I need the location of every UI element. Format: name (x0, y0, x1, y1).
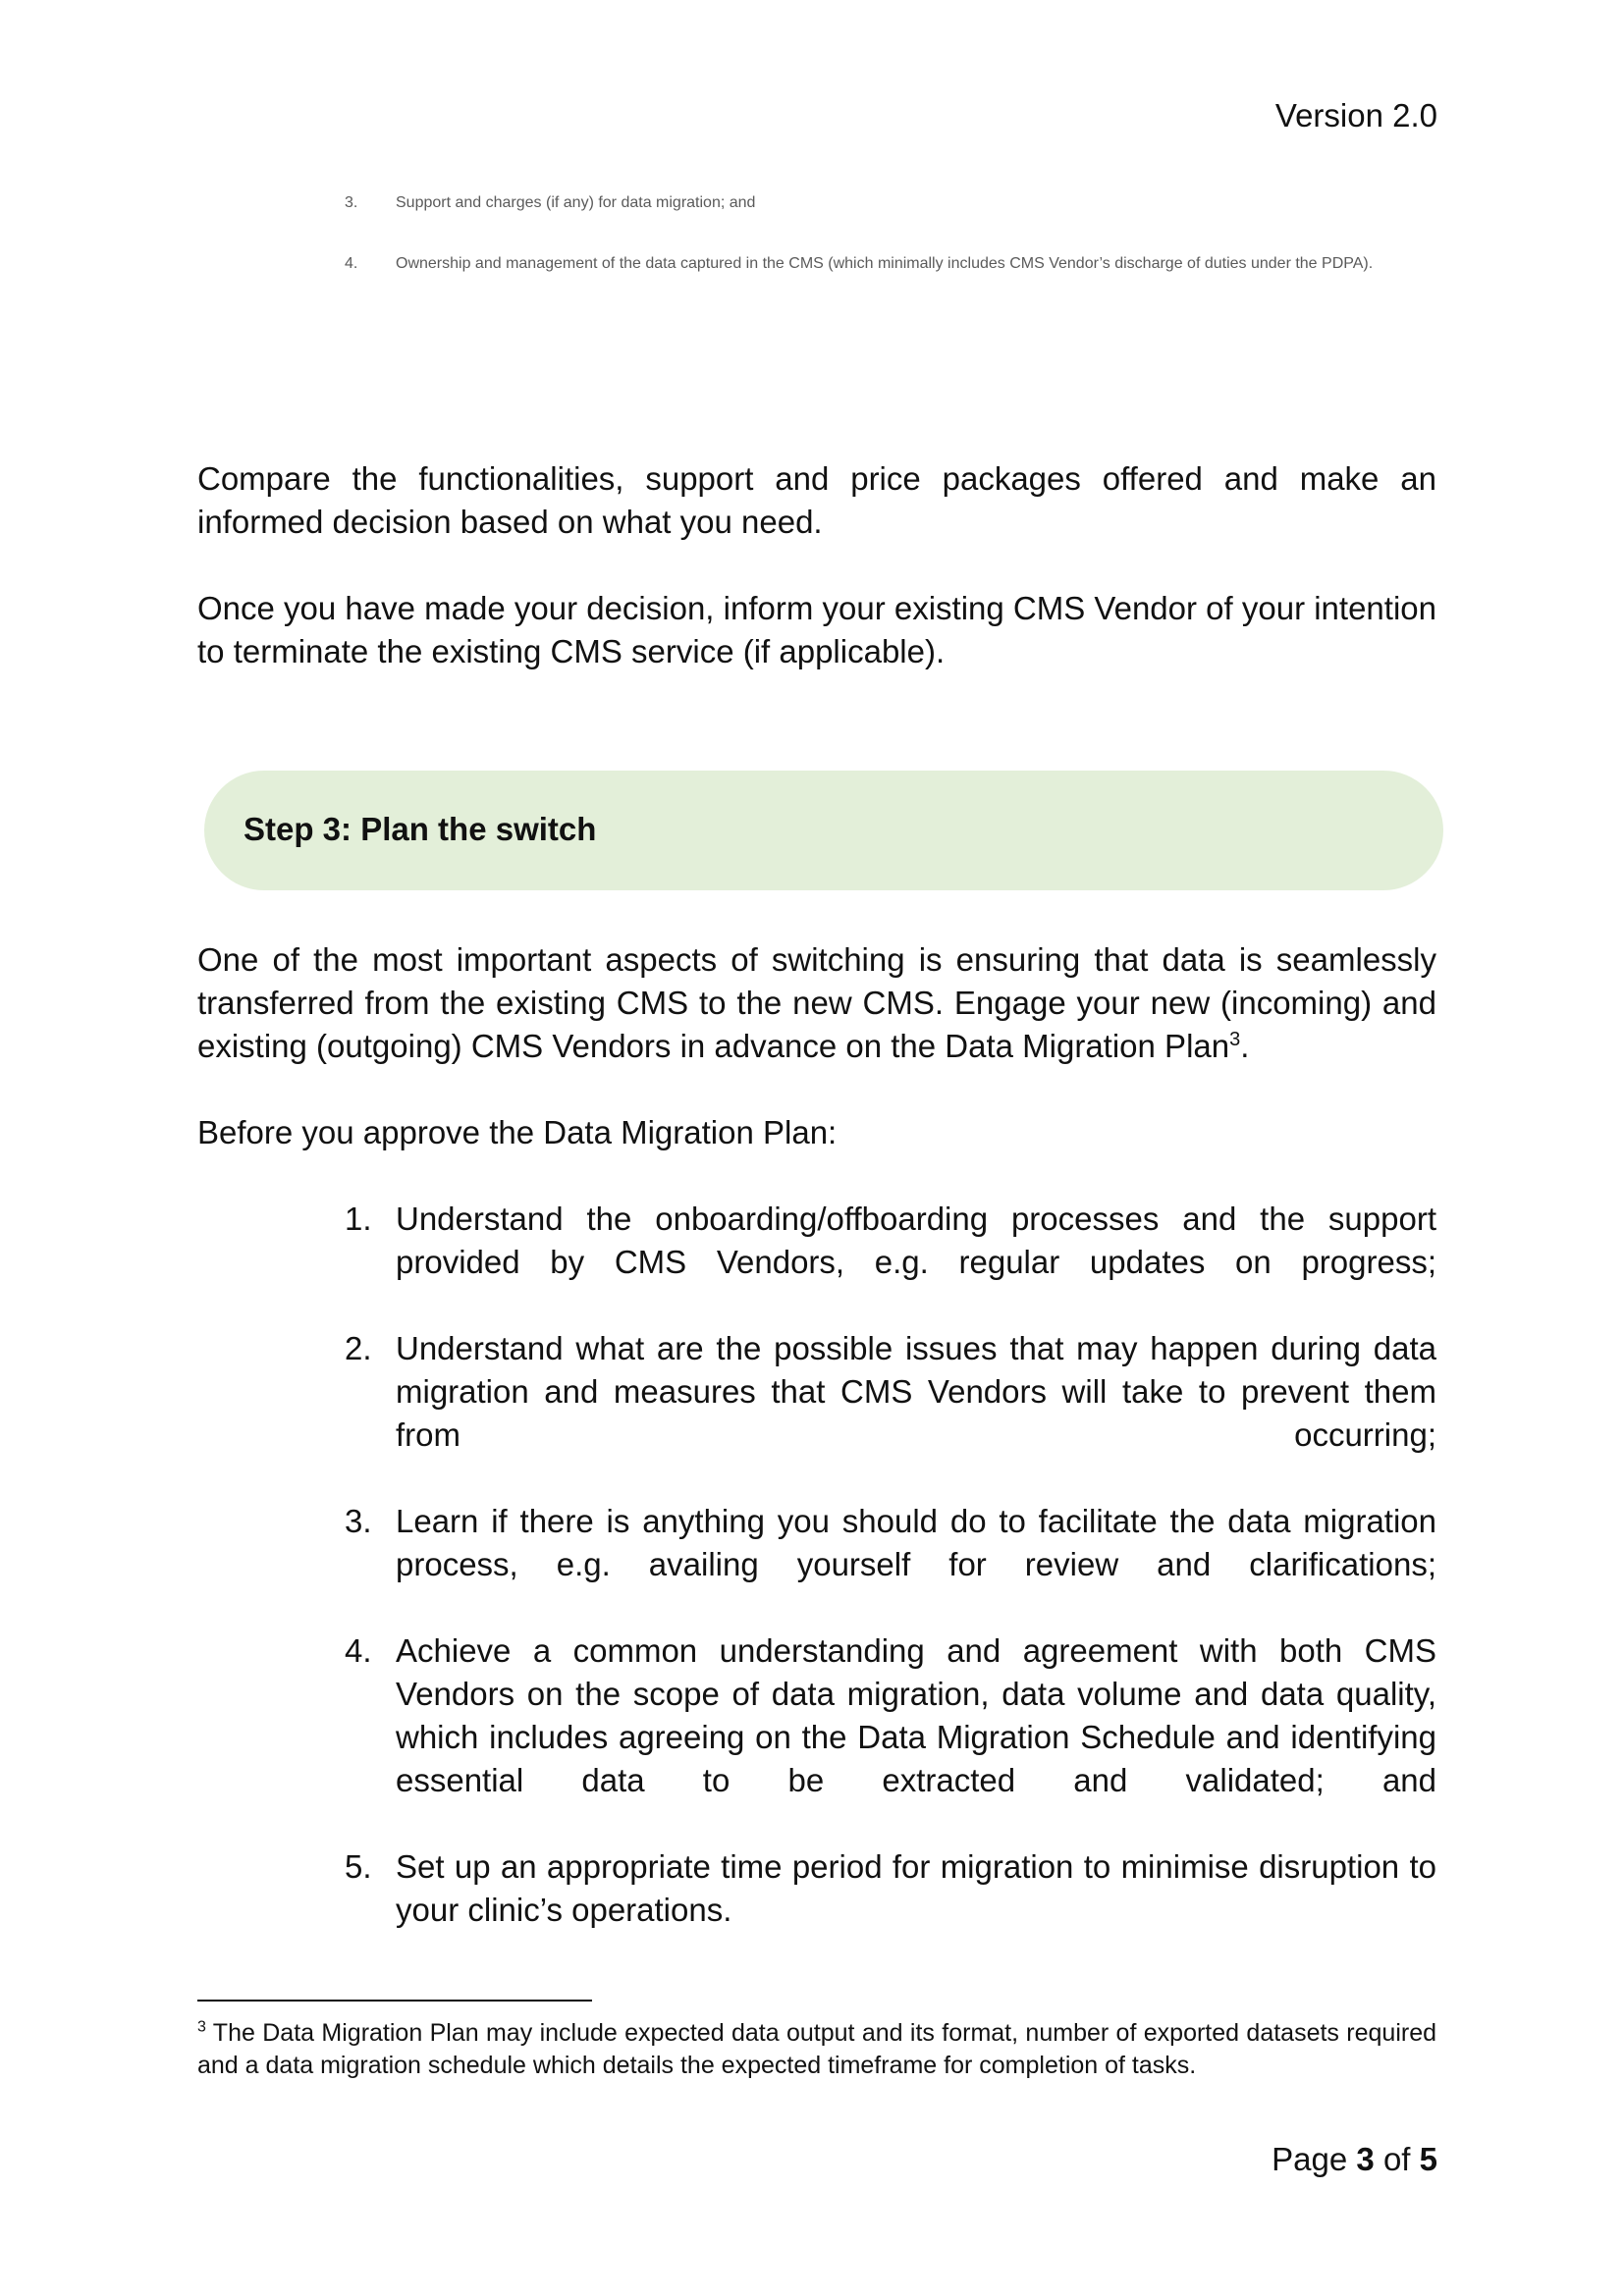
page-number-total: 5 (1419, 2141, 1437, 2177)
footnote-divider (197, 2000, 592, 2002)
page-number-mid: of (1374, 2141, 1420, 2177)
list-item-text: Learn if there is anything you should do to facilitate the data migration process, e.g. availing yourself for review and clarifications; (396, 1503, 1436, 1582)
list-item (197, 1629, 1436, 1802)
footnote-reference: 3 (1229, 1029, 1241, 1050)
footnote-mark: 3 (197, 2018, 206, 2036)
plan-numbered-list (197, 1198, 1436, 1975)
list-item-number: 4. (345, 255, 358, 272)
paragraph-one-of-end: . (1240, 1028, 1250, 1064)
list-item-text: Support and charges (if any) for data migration; and (396, 194, 756, 211)
list-item (197, 1500, 1436, 1586)
list-item (197, 255, 1436, 273)
step-heading-box (204, 771, 1443, 890)
list-item-number: 3. (345, 194, 358, 211)
footnote (197, 2017, 1436, 2082)
page-number-prefix: Page (1272, 2141, 1357, 2177)
paragraph-once: Once you have made your decision, inform your existing CMS Vendor of your intention to terminate the existing CMS service (if applicable). (197, 590, 1436, 669)
list-item-text: Set up an appropriate time period for migration to minimise disruption to your clinic’s operations. (396, 1848, 1436, 1928)
footnote-text: The Data Migration Plan may include expected data output and its format, number of exported datasets required and a data migration schedule which details the expected timeframe for completion of tasks. (197, 2019, 1436, 2079)
list-item (197, 1327, 1436, 1457)
list-item (197, 194, 1436, 212)
list-item-text: Ownership and management of the data captured in the CMS (which minimally includes CMS Vendor’s discharge of duties under the PDPA). (396, 255, 1374, 272)
list-item-text: Understand the onboarding/offboarding processes and the support provided by CMS Vendors, e.g. regular updates on progress; (396, 1201, 1436, 1280)
list-item-text: Understand what are the possible issues that may happen during data migration and measures that CMS Vendors will take to prevent them from occurring; (396, 1330, 1436, 1453)
list-item (197, 1845, 1436, 1932)
list-item-number: 4. (345, 1632, 372, 1669)
step-heading-title: Step 3: Plan the switch (244, 811, 597, 847)
paragraph-compare: Compare the functionalities, support and price packages offered and make an informed decision based on what you need. (197, 460, 1436, 540)
list-item-number: 1. (345, 1201, 372, 1237)
list-item-number: 2. (345, 1330, 372, 1366)
top-numbered-list (197, 194, 1436, 316)
paragraph-one-of-text: One of the most important aspects of switching is ensuring that data is seamlessly transferred from the existing CMS to the new CMS. Engage your new (incoming) and existing (outgoing) CMS Vendors in advance on the Data Migration Plan (197, 941, 1436, 1064)
list-item-number: 3. (345, 1503, 372, 1539)
paragraph-one-of (197, 938, 1436, 1068)
list-item-text: Achieve a common understanding and agreement with both CMS Vendors on the scope of data migration, data volume and data quality, which includes agreeing on the Data Migration Schedule and identifying essential data to be extracted and validated; and (396, 1632, 1436, 1798)
paragraph-before: Before you approve the Data Migration Plan: (197, 1114, 838, 1150)
list-item-number: 5. (345, 1848, 372, 1885)
list-item (197, 1198, 1436, 1284)
version-label: Version 2.0 (1274, 97, 1437, 133)
page-number (1272, 2138, 1437, 2181)
page-number-current: 3 (1356, 2141, 1375, 2177)
